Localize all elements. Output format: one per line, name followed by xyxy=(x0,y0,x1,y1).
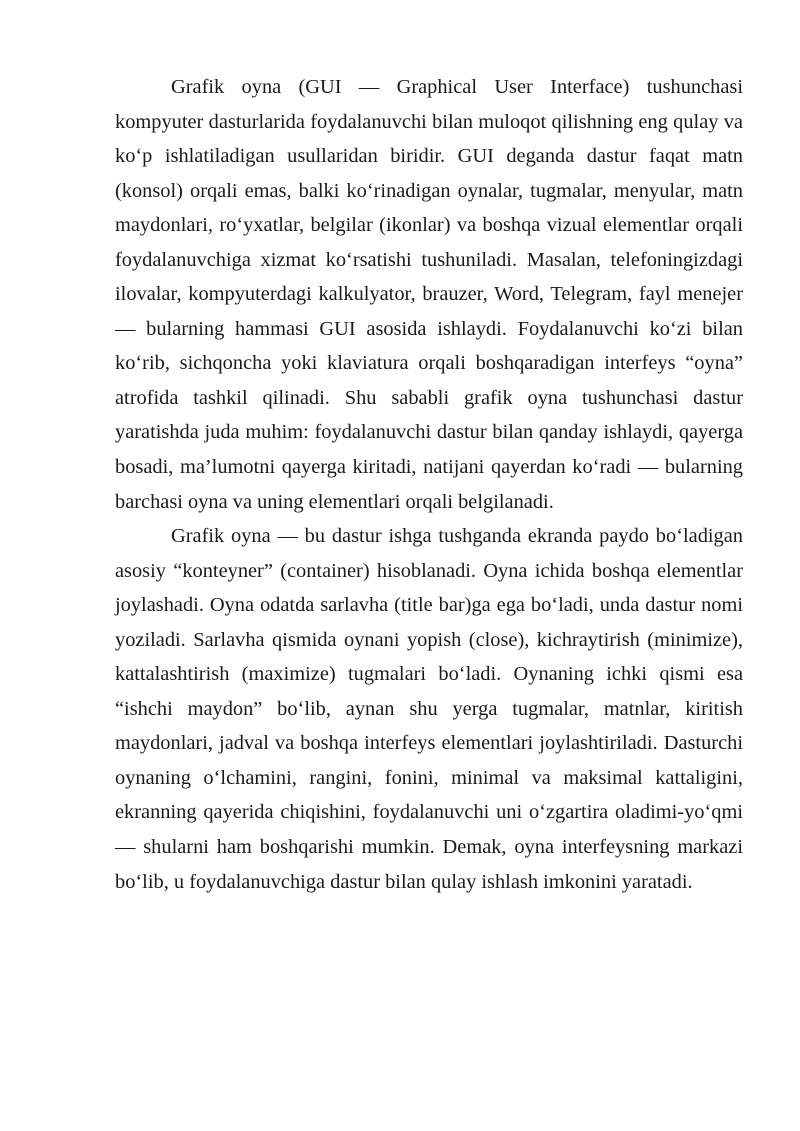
document-page xyxy=(115,70,743,899)
paragraph-window-container: Grafik oyna — bu dastur ishga tushganda ekranda paydo bo‘ladigan asosiy “konteyner” (container) hisoblanadi. Oyna ichida boshqa elementlar joylashadi. Oyna odatda sarlavha (title bar)ga ega bo‘ladi, unda dastur nomi yoziladi. Sarlavha qismida oynani yopish (close), kichraytirish (minimize), kattalashtirish (maximize) tugmalari bo‘ladi. Oynaning ichki qismi esa “ishchi maydon” bo‘lib, aynan shu yerga tugmalar, matnlar, kiritish maydonlari, jadval va boshqa interfeys elementlari joylashtiriladi. Dasturchi oynaning o‘lchamini, rangini, fonini, minimal va maksimal kattaligini, ekranning qayerida chiqishini, foydalanuvchi uni o‘zgartira oladimi-yo‘qmi — shularni ham boshqarishi mumkin. Demak, oyna interfeysning markazi bo‘lib, u foydalanuvchiga dastur bilan qulay ishlash imkonini yaratadi. xyxy=(115,525,743,893)
paragraph-gui-definition: Grafik oyna (GUI — Graphical User Interface) tushunchasi kompyuter dasturlarida foydalanuvchi bilan muloqot qilishning eng qulay va ko‘p ishlatiladigan usullaridan biridir. GUI deganda dastur faqat matn (konsol) orqali emas, balki ko‘rinadigan oynalar, tugmalar, menyular, matn maydonlari, ro‘yxatlar, belgilar (ikonlar) va boshqa vizual elementlar orqali foydalanuvchiga xizmat ko‘rsatishi tushuniladi. Masalan, telefoningizdagi ilovalar, kompyuterdagi kalkulyator, brauzer, Word, Telegram, fayl menejer — bularning hammasi GUI asosida ishlaydi. Foydalanuvchi ko‘zi bilan ko‘rib, sichqoncha yoki klaviatura orqali boshqaradigan interfeys “oyna” atrofida tashkil qilinadi. Shu sababli grafik oyna tushunchasi dastur yaratishda juda muhim: foydalanuvchi dastur bilan qanday ishlaydi, qayerga bosadi, ma’lumotni qayerga kiritadi, natijani qayerdan ko‘radi — bularning barchasi oyna va uning elementlari orqali belgilanadi. xyxy=(115,76,743,513)
